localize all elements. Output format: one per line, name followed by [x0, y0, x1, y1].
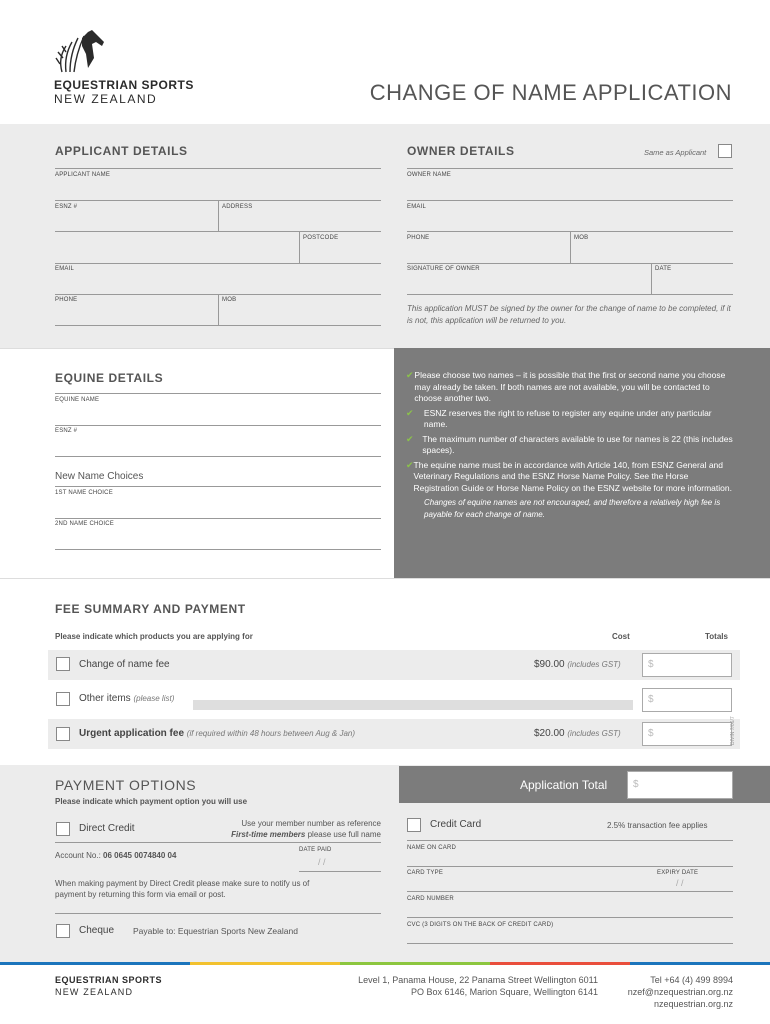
other-items-label: Other items (please list)	[79, 693, 175, 704]
owner-phone-field[interactable]	[407, 243, 569, 261]
check-icon: ✔	[406, 407, 414, 418]
footer-email[interactable]: nzef@nzequestrian.org.nz	[627, 987, 733, 997]
owner-date-field[interactable]	[655, 274, 733, 292]
owner-mob-label: MOB	[574, 235, 589, 241]
owner-signature-field[interactable]	[407, 274, 649, 292]
card-number-label: CARD NUMBER	[407, 896, 454, 902]
urgent-fee-label: Urgent application fee (if required within 48 hours between Aug & Jan)	[79, 728, 356, 739]
applicant-postcode-field[interactable]	[303, 243, 381, 261]
first-choice-field[interactable]	[55, 498, 381, 516]
card-name-label: NAME ON CARD	[407, 845, 457, 851]
other-items-input[interactable]	[193, 700, 633, 710]
other-items-total[interactable]: $	[642, 688, 732, 712]
brand-line1: EQUESTRIAN SPORTS	[54, 78, 194, 92]
date-paid-label: DATE PAID	[299, 847, 332, 853]
equine-title: EQUINE DETAILS	[55, 371, 164, 385]
owner-mob-field[interactable]	[574, 243, 732, 261]
applicant-email-label: EMAIL	[55, 266, 75, 272]
change-fee-total[interactable]: $	[642, 653, 732, 677]
footer-brand: EQUESTRIAN SPORTS NEW ZEALAND	[55, 975, 163, 997]
owner-date-label: DATE	[655, 266, 672, 272]
applicant-esnz-label: ESNZ #	[55, 204, 78, 210]
change-fee-checkbox[interactable]	[56, 657, 70, 671]
footer-stripe-5	[630, 962, 770, 965]
equine-rules-list	[406, 370, 736, 520]
footer-stripe-4	[490, 962, 630, 965]
cost-header: Cost	[612, 632, 630, 641]
rule-item: ✔ Please choose two names – it is possible that the first or second name you choose may already be taken. If both names are not available, you will be contacted to choose another two.	[406, 370, 726, 403]
equine-italic-note: Changes of equine names are not encouraged, and therefore a relatively high fee is payable for each change of name.	[424, 498, 721, 519]
owner-signature-label: SIGNATURE OF OWNER	[407, 266, 480, 272]
check-icon: ✔	[406, 370, 414, 380]
owner-signature-note: This application MUST be signed by the owner for the change of name to be completed, if it is not, this application will be returned to you.	[407, 304, 731, 325]
rule-item: ✔ The maximum number of characters available to use for names is 22 (this includes spaces).	[406, 433, 733, 455]
card-name-field[interactable]	[407, 852, 733, 866]
direct-credit-note: When making payment by Direct Credit please make sure to notify us of payment by returning this form via email or post.	[55, 879, 310, 899]
card-cvc-field[interactable]	[407, 929, 733, 943]
footer-address: Level 1, Panama House, 22 Panama Street Wellington 6011 PO Box 6146, Marion Square, Wellington 6141	[358, 975, 598, 997]
urgent-fee-checkbox[interactable]	[56, 727, 70, 741]
side-code: DIVIN 7/06/7	[730, 716, 736, 745]
urgent-fee-total[interactable]: $	[642, 722, 732, 746]
applicant-postcode-label: POSTCODE	[303, 235, 339, 241]
application-total-label: Application Total	[520, 778, 608, 792]
card-number-field[interactable]	[407, 903, 733, 917]
card-expiry-field[interactable]: / /	[676, 878, 684, 888]
cheque-label: Cheque	[79, 925, 115, 936]
owner-phone-label: PHONE	[407, 235, 430, 241]
footer-contact	[628, 974, 733, 1010]
owner-title: OWNER DETAILS	[407, 144, 515, 158]
reference-note: Use your member number as reference First-time members please use full name	[231, 819, 381, 839]
same-as-applicant-label: Same as Applicant	[644, 148, 707, 157]
date-paid-field[interactable]: / /	[318, 857, 326, 867]
brand-line2: NEW ZEALAND	[54, 92, 158, 106]
urgent-fee-price: $20.00 (includes GST)	[534, 728, 621, 739]
application-total-input[interactable]: $	[627, 771, 733, 799]
owner-email-field[interactable]	[407, 212, 733, 230]
applicant-name-field[interactable]	[55, 180, 381, 198]
applicant-address-label: ADDRESS	[222, 204, 253, 210]
owner-email-label: EMAIL	[407, 204, 427, 210]
rule-item: ✔ ESNZ reserves the right to refuse to register any equine under any particular name.	[406, 407, 712, 429]
card-expiry-label: EXPIRY DATE	[657, 870, 699, 876]
fees-title: FEE SUMMARY AND PAYMENT	[55, 602, 246, 616]
totals-header: Totals	[705, 632, 728, 641]
direct-credit-checkbox[interactable]	[56, 822, 70, 836]
footer-stripe-1	[0, 962, 190, 965]
rule-item: ✔ The equine name must be in accordance with Article 140, from ESNZ General and Veterinary Regulations and the ESNZ Horse Name Policy. See the Horse Registration Guide or Horse Name Policy on the ESNZ website for more information.	[406, 459, 732, 493]
applicant-mob-label: MOB	[222, 297, 237, 303]
fees-instruction: Please indicate which products you are applying for	[55, 632, 253, 641]
owner-name-field[interactable]	[407, 180, 733, 198]
payment-title: PAYMENT OPTIONS	[55, 777, 197, 793]
payable-to: Payable to: Equestrian Sports New Zealand	[133, 926, 298, 936]
other-items-checkbox[interactable]	[56, 692, 70, 706]
footer-stripe-3	[340, 962, 490, 965]
same-as-applicant-checkbox[interactable]	[718, 144, 732, 158]
payment-instruction: Please indicate which payment option you will use	[55, 797, 248, 806]
owner-name-label: OWNER NAME	[407, 172, 451, 178]
card-type-field[interactable]	[407, 877, 649, 891]
applicant-mob-field[interactable]	[222, 305, 380, 323]
equine-name-field[interactable]	[55, 405, 381, 423]
card-cvc-label: CVC (3 DIGITS ON THE BACK OF CREDIT CARD)	[407, 922, 554, 928]
account-number: Account No.: 06 0645 0074840 04	[55, 851, 177, 860]
form-title: CHANGE OF NAME APPLICATION	[369, 80, 732, 105]
footer-tel: Tel +64 (4) 499 8994	[650, 975, 733, 985]
brand-logo-icon	[54, 28, 108, 74]
equine-esnz-field[interactable]	[55, 436, 381, 454]
applicant-phone-label: PHONE	[55, 297, 78, 303]
credit-card-checkbox[interactable]	[407, 818, 421, 832]
header-brand	[54, 78, 194, 106]
change-fee-label: Change of name fee	[79, 659, 170, 670]
first-choice-label: 1ST NAME CHOICE	[55, 490, 113, 496]
check-icon: ✔	[406, 459, 414, 470]
applicant-email-field[interactable]	[55, 274, 381, 292]
card-type-label: CARD TYPE	[407, 870, 444, 876]
change-fee-price: $90.00 (includes GST)	[534, 659, 621, 670]
equine-esnz-label: ESNZ #	[55, 428, 78, 434]
applicant-name-label: APPLICANT NAME	[55, 172, 111, 178]
cheque-checkbox[interactable]	[56, 924, 70, 938]
second-choice-label: 2ND NAME CHOICE	[55, 521, 115, 527]
applicant-phone-field[interactable]	[55, 305, 217, 323]
check-icon: ✔	[406, 433, 414, 444]
new-name-choices-heading: New Name Choices	[55, 471, 144, 482]
second-choice-field[interactable]	[55, 529, 381, 547]
equine-name-label: EQUINE NAME	[55, 397, 100, 403]
footer-website[interactable]: nzequestrian.org.nz	[653, 999, 733, 1009]
applicant-title: APPLICANT DETAILS	[55, 144, 188, 158]
credit-card-fee: 2.5% transaction fee applies	[607, 821, 708, 830]
direct-credit-label: Direct Credit	[79, 823, 135, 834]
footer-stripe-2	[190, 962, 340, 965]
credit-card-label: Credit Card	[430, 819, 482, 830]
applicant-esnz-field[interactable]	[55, 212, 217, 230]
